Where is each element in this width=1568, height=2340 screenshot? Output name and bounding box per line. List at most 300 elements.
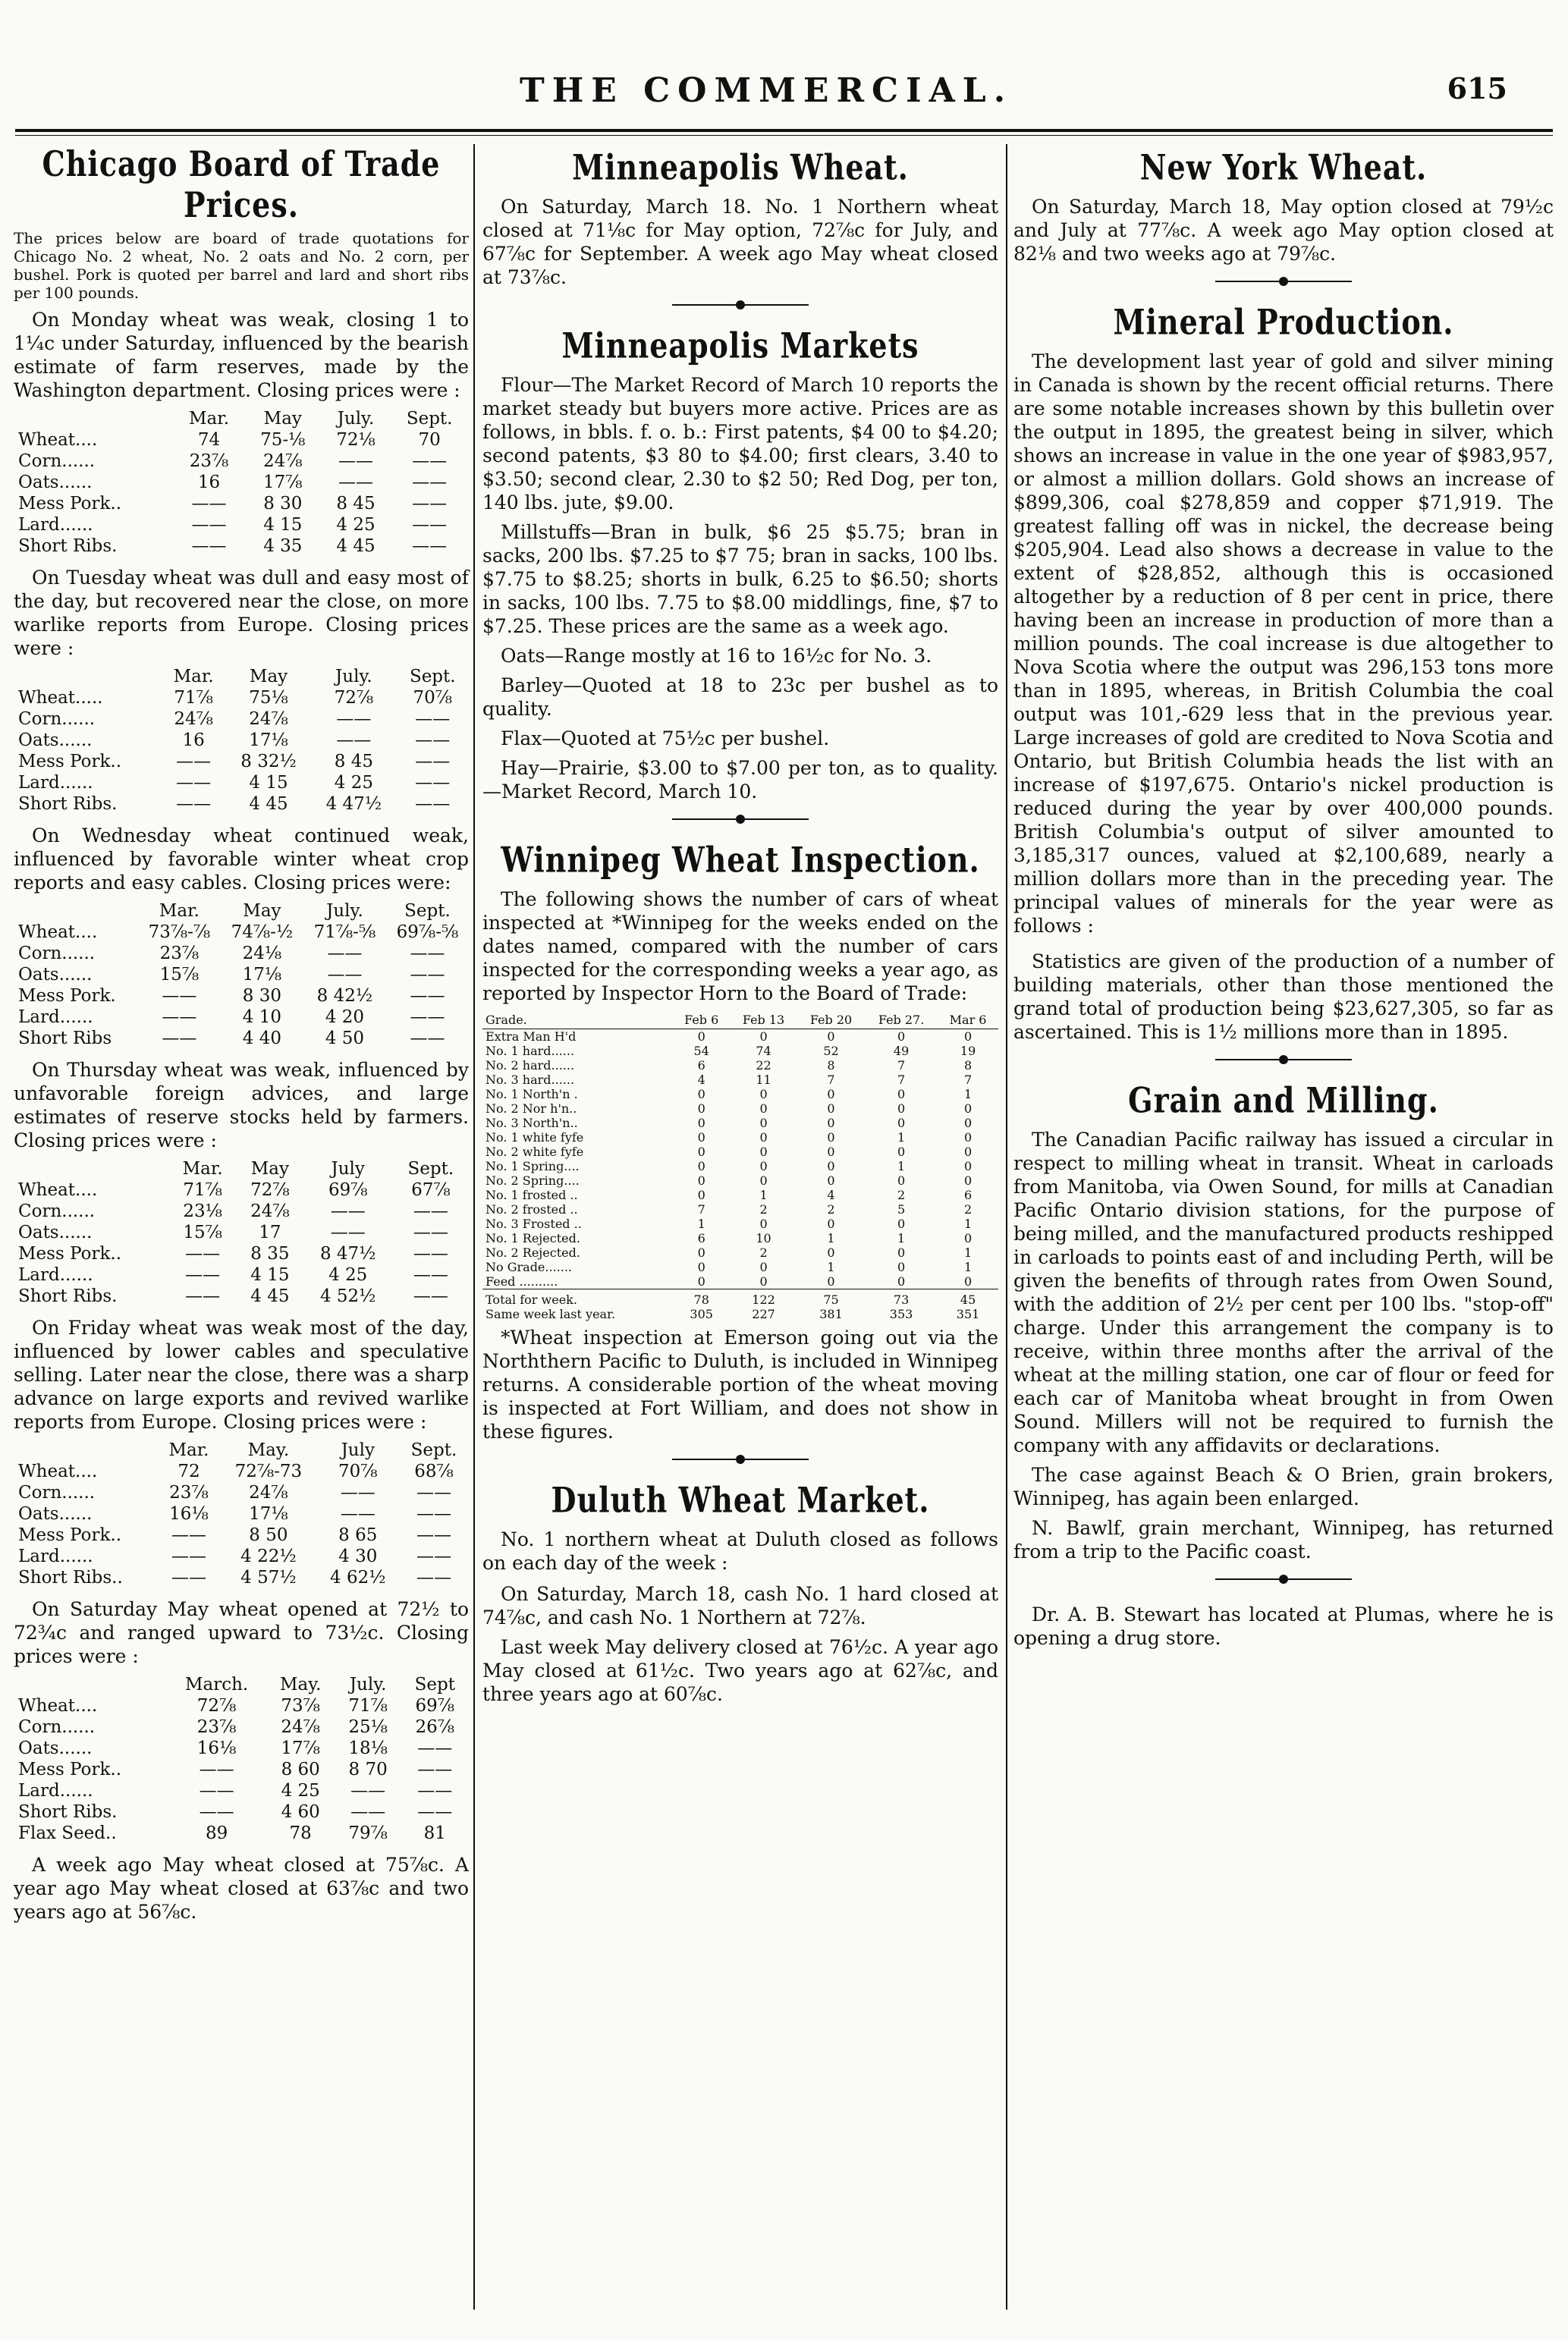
table-cell: 0 xyxy=(897,1274,906,1289)
wednesday-prices-table xyxy=(14,900,469,1049)
table-header-cell: July. xyxy=(349,1675,387,1695)
section-separator xyxy=(672,304,809,313)
table-row xyxy=(14,964,469,985)
table-cell: —— xyxy=(162,1007,197,1027)
table-cell: 4 50 xyxy=(325,1029,365,1048)
table-cell: 2 xyxy=(759,1202,768,1217)
table-cell: 17⅞ xyxy=(281,1739,320,1758)
table-cell: No. 3 hard...... xyxy=(485,1073,575,1087)
table-cell: 72⅞ xyxy=(196,1696,237,1716)
table-cell: —— xyxy=(171,1547,206,1566)
table-header-row xyxy=(14,1158,469,1179)
table-row xyxy=(14,730,469,751)
table-cell: —— xyxy=(336,730,372,750)
table-cell: Corn...... xyxy=(18,451,96,471)
mpls-markets-title: Minneapolis Markets xyxy=(561,325,919,366)
table-header-cell: July xyxy=(331,1159,365,1179)
table-cell: 122 xyxy=(730,1289,797,1308)
table-cell: —— xyxy=(350,1781,386,1801)
table-cell: —— xyxy=(415,752,451,771)
table-row xyxy=(14,708,469,730)
table-cell: 24⅞ xyxy=(174,709,213,729)
table-cell: Wheat.... xyxy=(18,1696,98,1716)
table-row xyxy=(14,429,469,451)
table-cell: —— xyxy=(416,1568,451,1588)
table-cell: —— xyxy=(416,1547,451,1566)
table-row xyxy=(14,1179,469,1201)
table-cell: 73⅞-⅞ xyxy=(148,922,211,942)
table-cell: 79⅞ xyxy=(348,1823,388,1843)
table-cell: 23⅞ xyxy=(189,451,229,471)
table-cell: 4 15 xyxy=(263,515,303,535)
table-cell: —— xyxy=(336,709,372,729)
table-cell: 23⅞ xyxy=(169,1483,209,1503)
table-cell: Short Ribs.. xyxy=(18,1568,123,1588)
grain-p1: The Canadian Pacific railway has issued a circular in respect to milling wheat in transit. Wheat in carloads from Manitoba, via Owen Sound, for mills at Canadian Pacific Ontario division stations, for the purpose of being milled, and the manufactured products reshipped in carloads to points east of and including Perth, will be given the benefits of through rates from Owen Sound, with the addition of 2½ per cent per 100 lbs. "stop-off" charge. Under this arrangement the company is to receive, within three months after the arrival of the wheat at the milling station, one car of flour or feed for each car of Manitoba wheat brought in from Owen Sound. Millers will not be required to furnish the company with any affidavits or declarations. xyxy=(1013,1129,1554,1456)
table-cell: Short Ribs xyxy=(18,1029,112,1048)
table-cell: 71⅞-⅝ xyxy=(313,922,376,942)
table-cell: Wheat..... xyxy=(18,688,103,708)
table-row xyxy=(14,1222,469,1243)
table-cell: 0 xyxy=(897,1087,906,1101)
table-cell: —— xyxy=(176,773,212,793)
table-cell: No. 1 frosted .. xyxy=(485,1188,578,1202)
table-cell: 4 60 xyxy=(281,1802,320,1822)
table-cell: No. 1 Spring.... xyxy=(485,1159,580,1173)
table-cell: 19 xyxy=(960,1044,976,1058)
table-cell: 16 xyxy=(197,473,221,492)
table-cell: 0 xyxy=(963,1231,973,1245)
table-header-cell: Feb 13 xyxy=(730,1011,797,1029)
table-cell: Feed .......... xyxy=(485,1274,558,1289)
table-cell: 4 57½ xyxy=(240,1568,297,1588)
table-cell: 7 xyxy=(697,1202,705,1217)
grain-title: Grain and Milling. xyxy=(1128,1079,1439,1121)
table-cell: 8 45 xyxy=(334,752,373,771)
table-cell: 0 xyxy=(697,1260,705,1274)
table-row xyxy=(14,793,469,815)
table-row xyxy=(482,1289,998,1308)
table-cell: 4 47½ xyxy=(325,794,382,814)
table-row xyxy=(482,1087,998,1101)
table-cell: 0 xyxy=(697,1173,705,1188)
table-row xyxy=(14,772,469,793)
table-cell: 1 xyxy=(897,1159,906,1173)
table-row xyxy=(482,1173,998,1188)
table-cell: —— xyxy=(410,944,445,963)
table-cell: 0 xyxy=(897,1101,906,1116)
table-cell: 6 xyxy=(697,1058,705,1073)
table-row xyxy=(14,1007,469,1028)
table-row xyxy=(14,1028,469,1049)
table-cell: 71⅞ xyxy=(348,1696,388,1716)
table-row xyxy=(482,1145,998,1159)
table-cell: 69⅞ xyxy=(328,1180,368,1200)
table-cell: Lard...... xyxy=(18,1007,93,1027)
table-row xyxy=(14,1461,469,1482)
table-row xyxy=(14,1286,469,1307)
table-cell: 8 xyxy=(827,1058,835,1073)
table-cell: 0 xyxy=(963,1116,973,1130)
table-cell: 8 50 xyxy=(249,1525,288,1545)
table-cell: 71⅞ xyxy=(183,1180,222,1200)
table-cell: 26⅞ xyxy=(415,1717,455,1737)
table-cell: —— xyxy=(340,1483,376,1503)
table-header-cell xyxy=(14,900,138,922)
table-cell: —— xyxy=(330,1201,366,1221)
table-row xyxy=(14,1738,469,1759)
table-cell: 73 xyxy=(865,1289,938,1308)
table-cell: —— xyxy=(338,451,373,471)
table-cell: No. 2 Spring.... xyxy=(485,1173,580,1188)
table-cell: 0 xyxy=(827,1274,835,1289)
grain-p3: N. Bawlf, grain merchant, Winnipeg, has returned from a trip to the Pacific coast. xyxy=(1013,1517,1554,1563)
table-cell: No. 2 white fyfe xyxy=(485,1145,584,1159)
table-header-cell: July. xyxy=(337,409,375,429)
table-cell: Lard...... xyxy=(18,773,93,793)
table-row xyxy=(14,493,469,514)
table-cell: 16 xyxy=(182,730,205,750)
mpls-flax: Flax—Quoted at 75½c per bushel. xyxy=(501,727,830,749)
table-cell: Mess Pork.. xyxy=(18,1244,122,1264)
table-cell: 8 30 xyxy=(242,986,282,1006)
table-cell: 0 xyxy=(697,1101,705,1116)
table-row xyxy=(14,1546,469,1567)
mineral-text: The development last year of gold and silver mining in Canada is shown by the recent official returns. There are some notable increases shown by this bulletin over the output in 1895, the greatest being in silver, which shows an increase in value in the one year of $983,957, or almost a million dollars. Gold shows an increase of $899,306, coal $278,859 and copper $71,919. The greatest falling off was in nickel, the decrease being $205,904. Lead also shows a decrease in value to the extent of $28,852, although this is occasioned altogether by a reduction of 8 per cent in price, there having been an increase in production of more than a million pounds. The coal increase is due altogether to Nova Scotia where the output was 296,153 tons more than in 1895, whereas, in British Columbia the coal output was 101,-629 less that in the previous year. Large increases of gold are credited to Nova Scotia and Ontario, but British Columbia heads the list with an increase of $197,675. Ontario's nickel production is reduced during the year by over 400,000 pounds. British Columbia's output of silver amounted to 3,185,317 ounces, valued at $2,100,689, nearly a million dollars more than in the preceding year. The principal values of minerals for the year were as follows : xyxy=(1013,350,1554,937)
table-cell: —— xyxy=(185,1244,221,1264)
table-cell: —— xyxy=(416,1483,451,1503)
table-row xyxy=(14,1801,469,1823)
table-cell: —— xyxy=(176,752,212,771)
grain-p2: The case against Beach & O Brien, grain brokers, Winnipeg, has again been enlarged. xyxy=(1013,1464,1554,1509)
table-cell: 0 xyxy=(827,1245,835,1260)
table-cell: 72⅞ xyxy=(250,1180,290,1200)
table-header-cell: July. xyxy=(335,667,372,686)
table-row xyxy=(14,687,469,708)
table-cell: 72⅛ xyxy=(336,430,376,450)
table-cell: 8 42½ xyxy=(316,986,373,1006)
table-cell: —— xyxy=(171,1525,206,1545)
table-cell: 0 xyxy=(697,1188,705,1202)
table-cell: 4 30 xyxy=(338,1547,378,1566)
table-cell: Oats...... xyxy=(18,730,93,750)
table-cell: 4 25 xyxy=(334,773,373,793)
table-header-cell: Sept. xyxy=(409,667,456,686)
table-cell: 1 xyxy=(963,1087,973,1101)
table-cell: Mess Pork. xyxy=(18,986,116,1006)
table-cell: 1 xyxy=(697,1217,705,1231)
table-cell: 74 xyxy=(756,1044,771,1058)
table-cell: 1 xyxy=(827,1260,835,1274)
table-cell: 0 xyxy=(827,1116,835,1130)
table-header-cell: May xyxy=(250,1159,289,1179)
table-cell: 0 xyxy=(963,1029,973,1044)
table-cell: No. 1 white fyfe xyxy=(485,1130,584,1145)
table-row xyxy=(482,1073,998,1087)
table-cell: Lard...... xyxy=(18,1547,93,1566)
table-cell: 381 xyxy=(819,1307,843,1321)
table-row xyxy=(14,1243,469,1264)
table-cell: 1 xyxy=(759,1188,768,1202)
table-cell: Oats...... xyxy=(18,1739,93,1758)
table-cell: 4 xyxy=(827,1188,835,1202)
ny-title: New York Wheat. xyxy=(1139,146,1428,188)
table-row xyxy=(14,472,469,493)
table-cell: 54 xyxy=(693,1044,709,1058)
table-cell: 0 xyxy=(697,1245,705,1260)
table-cell: 17 xyxy=(259,1223,281,1242)
table-row xyxy=(14,1503,469,1525)
table-cell: 0 xyxy=(697,1159,705,1173)
table-row xyxy=(14,751,469,772)
table-header-cell: Feb 20 xyxy=(797,1011,865,1029)
table-cell: —— xyxy=(410,986,445,1006)
duluth-lastweek: Last week May delivery closed at 76½c. A year ago May closed at 61½c. Two years ago at 62⅞c, and three years ago at 60⅞c. xyxy=(482,1636,998,1705)
table-cell: 0 xyxy=(963,1173,973,1188)
table-cell: 0 xyxy=(963,1274,973,1289)
table-cell: 74⅞-½ xyxy=(231,922,294,942)
table-cell: 305 xyxy=(690,1307,713,1321)
mineral-title: Mineral Production. xyxy=(1113,301,1454,343)
table-header-row xyxy=(14,900,469,922)
thursday-text: On Thursday wheat was weak, influenced by unfavorable foreign advices, and large estimates of reserve stocks held by farmers. Closing prices were : xyxy=(14,1059,469,1151)
table-header-cell: March. xyxy=(184,1675,249,1695)
table-row xyxy=(482,1058,998,1073)
table-row xyxy=(482,1231,998,1245)
table-row xyxy=(14,1264,469,1286)
table-cell: No. 1 hard...... xyxy=(485,1044,575,1058)
table-cell: —— xyxy=(199,1760,234,1779)
table-cell: 78 xyxy=(673,1289,730,1308)
table-cell: 0 xyxy=(963,1145,973,1159)
table-cell: —— xyxy=(191,515,227,535)
table-cell: 78 xyxy=(289,1823,312,1843)
table-cell: 0 xyxy=(697,1274,705,1289)
section-separator xyxy=(1215,1578,1352,1588)
table-cell: 22 xyxy=(756,1058,771,1073)
table-cell: 0 xyxy=(897,1145,906,1159)
table-cell: —— xyxy=(417,1739,453,1758)
table-cell: 0 xyxy=(759,1217,768,1231)
table-row xyxy=(482,1029,998,1044)
table-cell: 45 xyxy=(938,1289,998,1308)
wednesday-text: On Wednesday wheat continued weak, influenced by favorable winter wheat crop reports and easy cables. Closing prices were: xyxy=(14,824,469,894)
table-cell: 0 xyxy=(897,1245,906,1260)
table-cell: —— xyxy=(338,473,373,492)
table-cell: Short Ribs. xyxy=(18,1286,118,1306)
table-cell: 24⅞ xyxy=(263,451,303,471)
table-row xyxy=(482,1307,998,1321)
table-cell: 0 xyxy=(827,1159,835,1173)
table-cell: 0 xyxy=(759,1087,768,1101)
table-cell: 1 xyxy=(963,1217,973,1231)
table-cell: Extra Man H'd xyxy=(485,1029,577,1044)
table-header-cell: Grade. xyxy=(482,1011,673,1029)
table-header-cell: May xyxy=(263,409,302,429)
table-cell: 25⅛ xyxy=(348,1717,388,1737)
table-cell: 11 xyxy=(756,1073,771,1087)
table-cell: 6 xyxy=(963,1188,973,1202)
column-chicago xyxy=(14,144,469,2310)
table-cell: 7 xyxy=(963,1073,973,1087)
table-cell: —— xyxy=(410,965,445,985)
monday-prices-table xyxy=(14,408,469,557)
table-cell: 1 xyxy=(963,1260,973,1274)
table-cell: 2 xyxy=(759,1245,768,1260)
table-cell: 0 xyxy=(759,1116,768,1130)
friday-text: On Friday wheat was weak most of the day, influenced by lower cables and speculative selling. Later near the close, there was a sharp advance on large exports and revived warlike reports from Europe. Closing prices were : xyxy=(14,1317,469,1433)
table-cell: Oats...... xyxy=(18,1223,93,1242)
table-header-cell xyxy=(14,408,174,429)
table-cell: 75-⅛ xyxy=(260,430,306,450)
table-header-cell: Sept. xyxy=(406,409,453,429)
mpls-barley: Barley—Quoted at 18 to 23c per bushel as to quality. xyxy=(482,674,998,720)
table-cell: 24⅛ xyxy=(242,944,282,963)
ny-text: On Saturday, March 18, May option closed at 79½c and July at 77⅞c. A week ago May option closed at 82⅛ and two weeks ago at 79⅞c. xyxy=(1013,196,1554,265)
table-cell: —— xyxy=(412,515,448,535)
table-row xyxy=(14,943,469,964)
table-cell: 4 xyxy=(697,1073,705,1087)
table-cell: Oats...... xyxy=(18,965,93,985)
table-cell: 0 xyxy=(963,1101,973,1116)
table-cell: 8 60 xyxy=(281,1760,320,1779)
table-cell: —— xyxy=(416,1504,451,1524)
table-header-cell: May xyxy=(249,667,288,686)
table-cell: Wheat.... xyxy=(18,922,98,942)
table-row xyxy=(482,1130,998,1145)
table-cell: 4 10 xyxy=(242,1007,282,1027)
table-cell: 16⅛ xyxy=(196,1739,237,1758)
table-cell: 0 xyxy=(897,1217,906,1231)
duluth-intro: No. 1 northern wheat at Duluth closed as follows on each day of the week : xyxy=(482,1528,998,1574)
mpls-hay: Hay—Prairie, $3.00 to $7.00 per ton, as to quality.—Market Record, March 10. xyxy=(482,757,998,803)
table-cell: 1 xyxy=(897,1130,906,1145)
table-cell: No. 2 Nor h'n.. xyxy=(485,1101,577,1116)
table-cell: —— xyxy=(330,1223,366,1242)
table-cell: 0 xyxy=(759,1260,768,1274)
table-cell: 17⅛ xyxy=(249,1504,288,1524)
table-cell: Short Ribs. xyxy=(18,794,118,814)
table-cell: 71⅞ xyxy=(174,688,213,708)
table-row xyxy=(482,1044,998,1058)
table-cell: Lard...... xyxy=(18,515,93,535)
mpls-millstuffs: Millstuffs—Bran in bulk, $6 25 $5.75; bran in sacks, 200 lbs. $7.25 to $7 75; bran in sacks, 100 lbs. $7.75 to $8.25; shorts in bulk, 6.25 to $6.50; shorts in sacks, 100 lbs. 7.75 to $8.00 middlings, fine, $7 to $7.25. These prices are the same as a week ago. xyxy=(482,521,998,637)
table-cell: 2 xyxy=(963,1202,973,1217)
table-cell: Mess Pork.. xyxy=(18,752,122,771)
table-cell: Corn...... xyxy=(18,944,96,963)
table-header-cell xyxy=(14,1674,167,1695)
section-separator xyxy=(1215,1059,1352,1068)
table-cell: 0 xyxy=(827,1087,835,1101)
table-cell: Mess Pork.. xyxy=(18,1525,122,1545)
table-row xyxy=(482,1217,998,1231)
table-cell: 5 xyxy=(897,1202,906,1217)
table-cell: No. 2 Rejected. xyxy=(485,1245,580,1260)
mineral-after: Statistics are given of the production of a number of building materials, other than those mentioned the grand total of production being $23,627,305, so far as ascertained. This is 1½ millions more than in 1895. xyxy=(1013,950,1554,1043)
table-cell: 69⅞ xyxy=(415,1696,455,1716)
table-cell: —— xyxy=(340,1504,376,1524)
monday-text: On Monday wheat was weak, closing 1 to 1¼c under Saturday, influenced by the bearish estimate of farm reserves, made by the Washington department. Closing prices were : xyxy=(14,309,469,401)
table-cell: 0 xyxy=(827,1217,835,1231)
table-cell: —— xyxy=(410,1029,445,1048)
table-cell: 73⅞ xyxy=(281,1696,320,1716)
table-cell: 0 xyxy=(897,1260,906,1274)
table-row xyxy=(482,1116,998,1130)
table-cell: 4 40 xyxy=(242,1029,282,1048)
table-cell: —— xyxy=(412,451,448,471)
table-cell: 8 30 xyxy=(263,494,303,514)
table-cell: Corn...... xyxy=(18,1483,96,1503)
section-separator xyxy=(672,818,809,828)
table-cell: 0 xyxy=(759,1101,768,1116)
table-cell: 24⅞ xyxy=(249,1483,288,1503)
table-header-cell: Sept. xyxy=(407,1159,454,1179)
table-cell: 23⅞ xyxy=(196,1717,237,1737)
table-cell: Mess Pork.. xyxy=(18,1760,122,1779)
table-cell: 0 xyxy=(759,1159,768,1173)
table-cell: 2 xyxy=(897,1188,906,1202)
table-header-cell: May xyxy=(243,901,281,921)
table-header-row xyxy=(482,1011,998,1029)
table-cell: 0 xyxy=(897,1116,906,1130)
table-header-cell: Sept. xyxy=(410,1440,457,1460)
table-cell: —— xyxy=(415,730,451,750)
table-cell: 4 52½ xyxy=(319,1286,376,1306)
table-cell: 8 32½ xyxy=(240,752,297,771)
table-header-cell: Feb 6 xyxy=(673,1011,730,1029)
table-cell: 4 20 xyxy=(325,1007,365,1027)
tuesday-text: On Tuesday wheat was dull and easy most of the day, but recovered near the close, on more warlike reports from Europe. Closing prices were : xyxy=(14,567,469,659)
table-cell: —— xyxy=(417,1781,453,1801)
table-cell: 7 xyxy=(897,1073,906,1087)
mpls-wheat-title: Minneapolis Wheat. xyxy=(572,146,909,188)
table-cell: 23⅛ xyxy=(183,1201,222,1221)
table-row xyxy=(14,1780,469,1801)
table-header-cell: Sept. xyxy=(404,901,451,921)
table-cell: No Grade....... xyxy=(485,1260,572,1274)
table-cell: —— xyxy=(350,1802,386,1822)
table-cell: Flax Seed.. xyxy=(18,1823,117,1843)
table-cell: Short Ribs. xyxy=(18,536,118,556)
table-cell: Total for week. xyxy=(482,1289,673,1308)
table-row xyxy=(14,451,469,472)
table-cell: —— xyxy=(415,773,451,793)
table-row xyxy=(482,1159,998,1173)
table-cell: 4 62½ xyxy=(330,1568,386,1588)
table-cell: —— xyxy=(412,494,448,514)
table-cell: 0 xyxy=(827,1101,835,1116)
table-cell: No. 1 North'n . xyxy=(485,1087,578,1101)
table-cell: 16⅛ xyxy=(169,1504,209,1524)
table-cell: 24⅞ xyxy=(250,1201,290,1221)
table-cell: Corn...... xyxy=(18,1201,96,1221)
table-cell: 0 xyxy=(963,1159,973,1173)
table-cell: 23⅞ xyxy=(159,944,200,963)
table-cell: 8 65 xyxy=(338,1525,378,1545)
masthead xyxy=(0,67,1568,120)
table-header-row xyxy=(14,1674,469,1695)
winnipeg-intro: The following shows the number of cars of wheat inspected at *Winnipeg for the weeks ended on the dates named, compared with the number of cars inspected for the corresponding weeks a year ago, as reported by Inspector Horn to the Board of Trade: xyxy=(482,888,998,1004)
table-header-cell: Mar. xyxy=(168,1440,209,1460)
table-cell: 4 25 xyxy=(281,1781,320,1801)
table-row xyxy=(14,1201,469,1222)
table-cell: —— xyxy=(327,965,363,985)
table-cell: 8 35 xyxy=(250,1244,290,1264)
table-cell: 52 xyxy=(823,1044,839,1058)
table-cell: 227 xyxy=(752,1307,775,1321)
table-cell: 0 xyxy=(759,1145,768,1159)
table-row xyxy=(14,1525,469,1546)
